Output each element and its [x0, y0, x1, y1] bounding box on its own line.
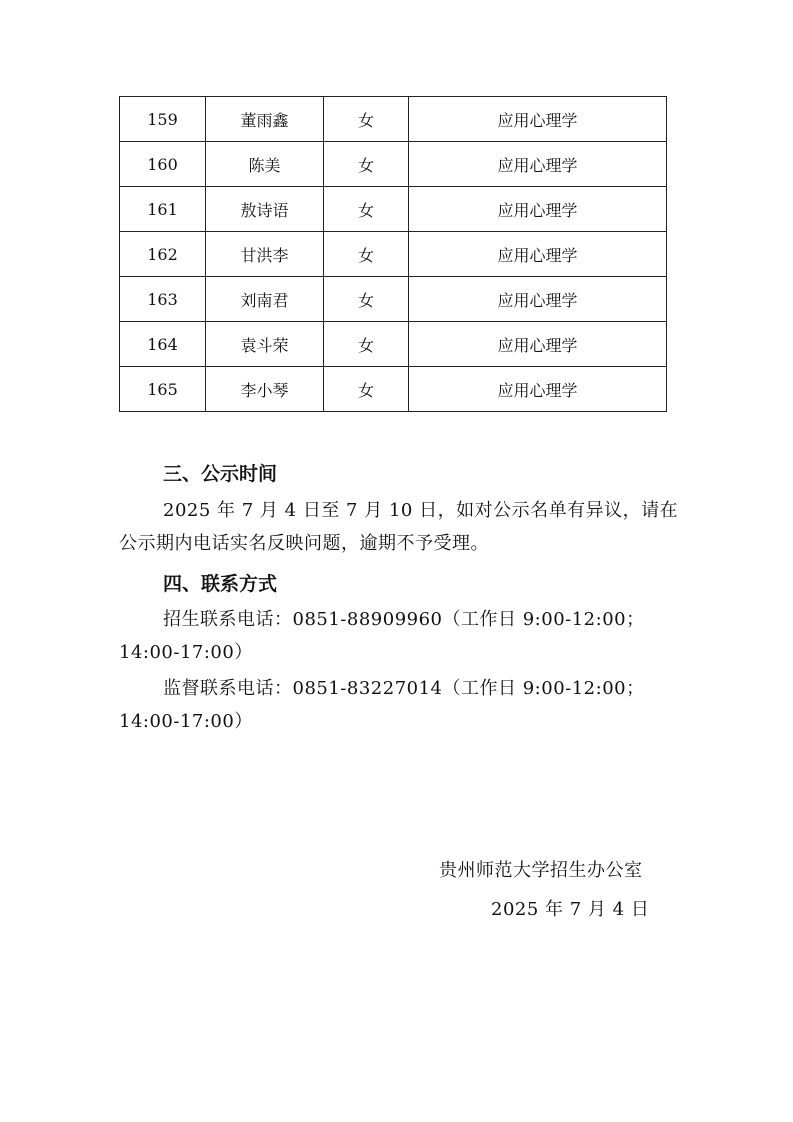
row-number: 162: [120, 232, 206, 277]
student-major: 应用心理学: [409, 232, 667, 277]
row-number: 160: [120, 142, 206, 187]
signature-org: 贵州师范大学招生办公室: [439, 860, 643, 881]
student-gender: 女: [324, 367, 409, 412]
row-number: 163: [120, 277, 206, 322]
student-name: 董雨鑫: [206, 97, 324, 142]
student-gender: 女: [324, 322, 409, 367]
section-4-heading: 四、联系方式: [163, 573, 278, 595]
student-major: 应用心理学: [409, 322, 667, 367]
student-gender: 女: [324, 277, 409, 322]
student-major: 应用心理学: [409, 187, 667, 232]
section-3-heading: 三、公示时间: [163, 463, 278, 485]
student-major: 应用心理学: [409, 97, 667, 142]
student-name: 袁斗荣: [206, 322, 324, 367]
table-row: [120, 232, 667, 277]
student-gender: 女: [324, 187, 409, 232]
student-major: 应用心理学: [409, 142, 667, 187]
student-gender: 女: [324, 142, 409, 187]
table-row: [120, 277, 667, 322]
student-name: 甘洪李: [206, 232, 324, 277]
row-number: 164: [120, 322, 206, 367]
student-name: 陈美: [206, 142, 324, 187]
student-gender: 女: [324, 97, 409, 142]
student-major: 应用心理学: [409, 277, 667, 322]
student-major: 应用心理学: [409, 367, 667, 412]
section-3-text: 2025 年 7 月 4 日至 7 月 10 日，如对公示名单有异议，请在公示期内电话实名反映问题，逾期不予受理。: [119, 500, 679, 554]
signature-date: 2025 年 7 月 4 日: [491, 899, 650, 920]
enrollment-phone: 招生联系电话：0851-88909960（工作日 9:00-12:00；14:00-17:00）: [119, 609, 645, 663]
row-number: 165: [120, 367, 206, 412]
student-name: 刘南君: [206, 277, 324, 322]
supervision-phone: 监督联系电话：0851-83227014（工作日 9:00-12:00；14:00-17:00）: [119, 678, 645, 732]
student-gender: 女: [324, 232, 409, 277]
student-name: 李小琴: [206, 367, 324, 412]
student-name: 敖诗语: [206, 187, 324, 232]
row-number: 161: [120, 187, 206, 232]
table-row: [120, 187, 667, 232]
table-row: [120, 142, 667, 187]
table-row: [120, 322, 667, 367]
row-number: 159: [120, 97, 206, 142]
table-row: [120, 367, 667, 412]
table-row: [120, 97, 667, 142]
admission-table: [119, 96, 667, 412]
